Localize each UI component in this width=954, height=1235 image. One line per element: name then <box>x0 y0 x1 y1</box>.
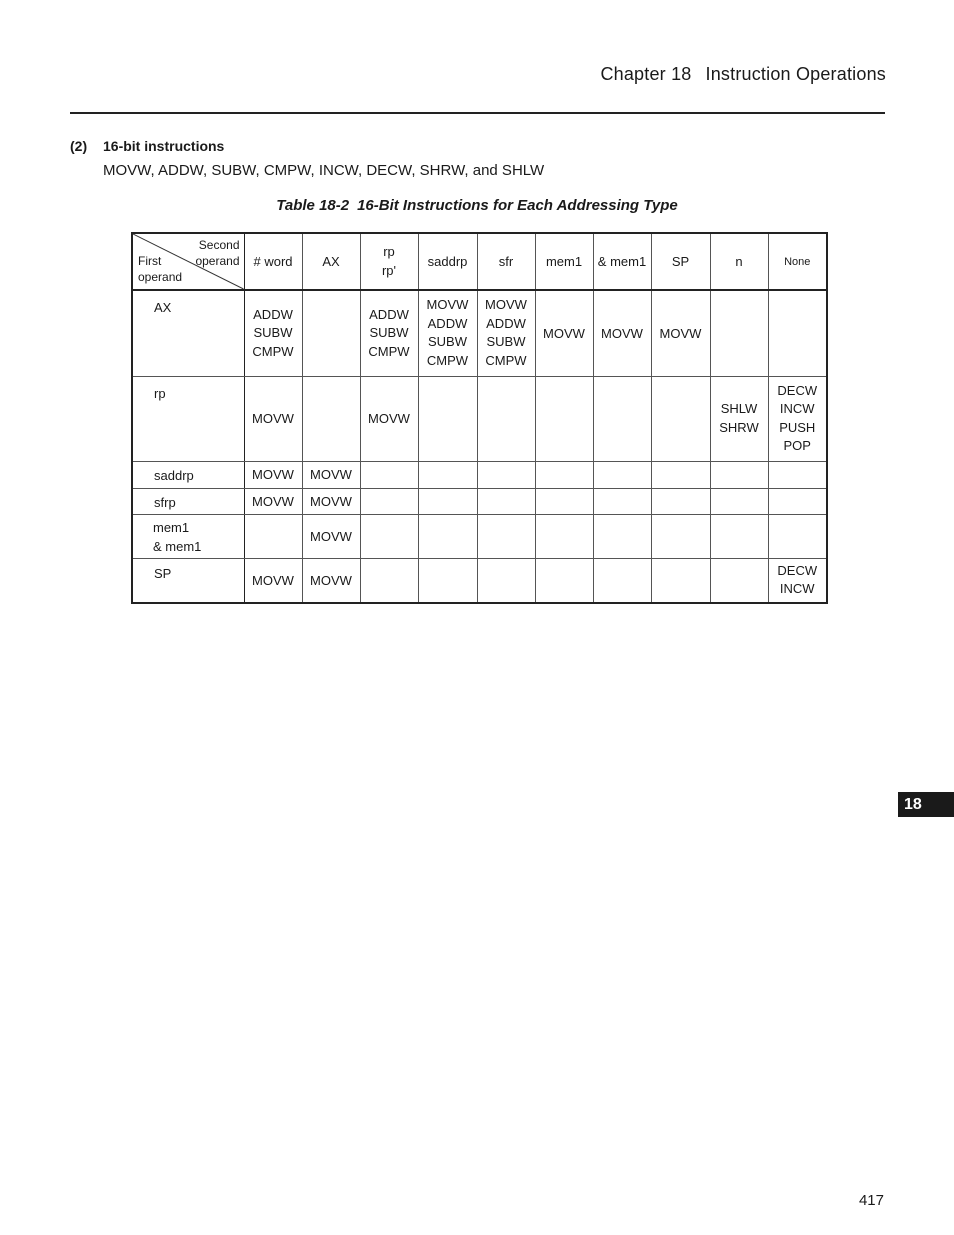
cell-sp-ax: MOVW <box>302 558 360 603</box>
cell-sp-word: MOVW <box>244 558 302 603</box>
row-header-sfrp: sfrp <box>132 488 244 514</box>
instruction-table <box>131 232 828 604</box>
cell-ax-sfr: MOVW ADDW SUBW CMPW <box>477 290 535 376</box>
cell-ax-rp: ADDW SUBW CMPW <box>360 290 418 376</box>
section-description: MOVW, ADDW, SUBW, CMPW, INCW, DECW, SHRW, and SHLW <box>103 162 545 179</box>
chapter-title: Instruction Operations <box>705 64 886 84</box>
table-header-row <box>132 233 827 290</box>
table-row <box>132 461 827 488</box>
chapter-tab: 18 <box>898 792 954 817</box>
cell-ax-mem1: MOVW <box>535 290 593 376</box>
cell-rp-none: DECW INCW PUSH POP <box>768 376 827 461</box>
table-row <box>132 514 827 558</box>
cell-saddrp-word: MOVW <box>244 461 302 488</box>
corner-first-operand: First operand <box>138 254 183 284</box>
cell-mem1-word <box>244 514 302 558</box>
corner-second-operand: Second operand <box>195 238 240 268</box>
row-header-mem1: mem1 & mem1 <box>132 514 244 558</box>
col-header-mem1: mem1 <box>535 233 593 290</box>
section-heading <box>70 138 224 154</box>
chapter-header <box>600 64 886 85</box>
section-number: (2) <box>70 138 88 154</box>
cell-mem1-ax: MOVW <box>302 514 360 558</box>
row-header-ax: AX <box>132 290 244 376</box>
corner-cell <box>132 233 244 290</box>
col-header-word: # word <box>244 233 302 290</box>
table-caption <box>0 197 954 214</box>
cell-ax-sp: MOVW <box>651 290 710 376</box>
cell-rp-mem1 <box>535 376 593 461</box>
section-title: 16-bit instructions <box>103 138 225 154</box>
cell-rp-rp: MOVW <box>360 376 418 461</box>
cell-rp-word: MOVW <box>244 376 302 461</box>
row-header-sp: SP <box>132 558 244 603</box>
table-row <box>132 376 827 461</box>
cell-rp-sfr <box>477 376 535 461</box>
col-header-none: None <box>768 233 827 290</box>
cell-ax-saddrp: MOVW ADDW SUBW CMPW <box>418 290 477 376</box>
col-header-sp: SP <box>651 233 710 290</box>
table-row <box>132 290 827 376</box>
table-row <box>132 558 827 603</box>
cell-ax-amem1: MOVW <box>593 290 651 376</box>
chapter-number: Chapter 18 <box>600 64 692 84</box>
table-row <box>132 488 827 514</box>
cell-ax-word: ADDW SUBW CMPW <box>244 290 302 376</box>
cell-rp-sp <box>651 376 710 461</box>
col-header-sfr: sfr <box>477 233 535 290</box>
cell-sp-none: DECW INCW <box>768 558 827 603</box>
row-header-rp: rp <box>132 376 244 461</box>
cell-ax-none <box>768 290 827 376</box>
cell-ax-n <box>710 290 768 376</box>
cell-rp-ax <box>302 376 360 461</box>
col-header-ax: AX <box>302 233 360 290</box>
col-header-amem1: & mem1 <box>593 233 651 290</box>
header-rule <box>70 112 885 114</box>
cell-saddrp-ax: MOVW <box>302 461 360 488</box>
cell-rp-amem1 <box>593 376 651 461</box>
cell-rp-n: SHLW SHRW <box>710 376 768 461</box>
table-caption-number: Table 18-2 <box>276 197 350 214</box>
col-header-n: n <box>710 233 768 290</box>
page-number: 417 <box>858 1192 884 1209</box>
cell-ax-ax <box>302 290 360 376</box>
cell-sfrp-ax: MOVW <box>302 488 360 514</box>
table-caption-title: 16-Bit Instructions for Each Addressing Type <box>357 197 678 214</box>
cell-rp-saddrp <box>418 376 477 461</box>
col-header-rp: rp rp' <box>360 233 418 290</box>
col-header-saddrp: saddrp <box>418 233 477 290</box>
row-header-saddrp: saddrp <box>132 461 244 488</box>
cell-sfrp-word: MOVW <box>244 488 302 514</box>
